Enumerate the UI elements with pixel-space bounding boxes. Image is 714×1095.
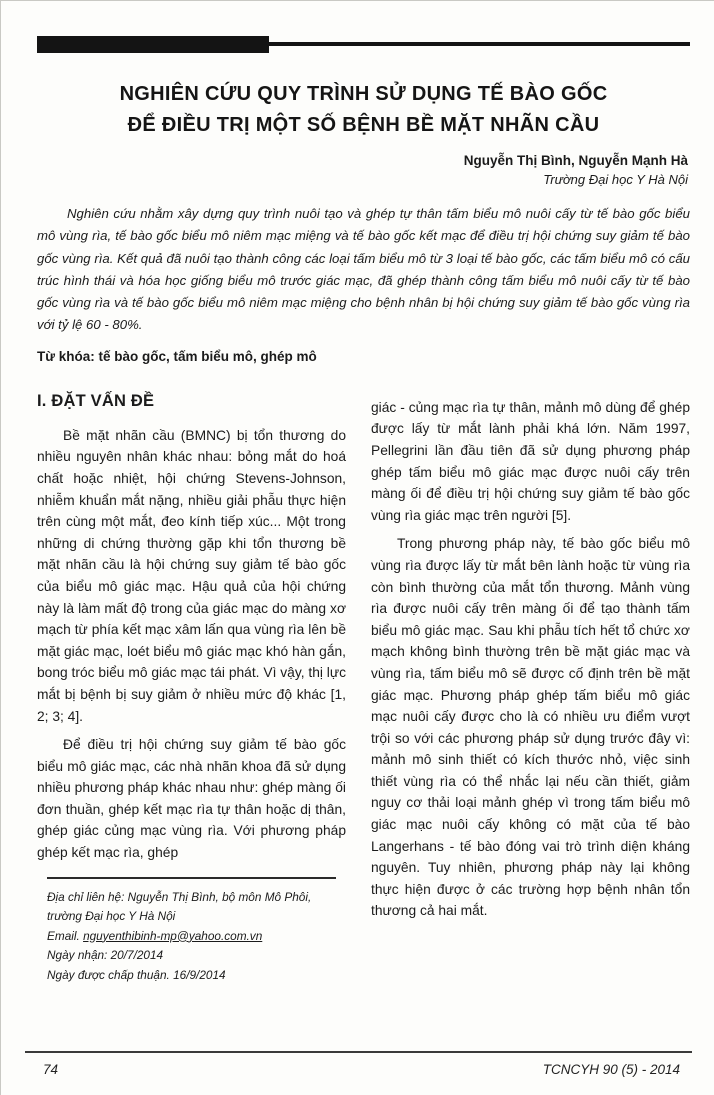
footnote-received-date: Ngày nhận: 20/7/2014 <box>47 948 164 963</box>
footnote-accepted-date: Ngày được chấp thuận. 16/9/2014 <box>47 967 226 982</box>
two-column-body <box>37 392 690 985</box>
footer-rule <box>25 1051 692 1053</box>
content-area <box>37 35 690 985</box>
body-paragraph: Trong phương pháp này, tế bào gốc biểu mô vùng rìa được lấy từ mắt bên lành hoặc từ vùng rìa còn bình thường của mắt tổn thương. Mảnh vùng rìa được nuôi cấy trên màng ối để tạo thành tấm biểu mô giác mạc. Sau khi phẫu tích hết tổ chức xơ mạch không bình thường trên bề mặt giác mạc và vùng rìa, tấm biểu mô sẽ được cố định trên bề mặt giác mạc. Phương pháp ghép tấm biểu mô giác mạc nuôi cấy được cho là có nhiều ưu điểm vượt trội so với các phương pháp sử dụng trước đây vì: mảnh mô sinh thiết có kích thước nhỏ, việc sinh thiết vùng rìa có thể nhắc lại nếu cần thiết, giảm nguy cơ thải loại mảnh ghép vì trong tấm biểu mô giác mạc nuôi cấy không có mặt của tế bào Langerhans - tế bào đóng vai trò trình diện kháng nguyên. Tuy nhiên, phương pháp này lại không thực hiện được ở các trường hợp bệnh nhân tổn thương cả hai mắt. <box>371 536 690 919</box>
footnote-divider <box>47 877 336 879</box>
page-footer <box>25 1051 692 1077</box>
journal-reference: TCNCYH 90 (5) - 2014 <box>542 1062 680 1077</box>
abstract-text: Nghiên cứu nhằm xây dựng quy trình nuôi tạo và ghép tự thân tấm biểu mô nuôi cấy từ tế bào gốc biểu mô vùng rìa, tế bào gốc biểu mô niêm mạc miệng và tế bào gốc kết mạc để điều trị hội chứng suy giảm tế bào gốc vùng rìa. Kết quả đã nuôi tạo thành công các loại tấm biểu mô từ 3 loại tế bào gốc, các tấm biểu mô có cấu trúc hình thái và hóa học giống biểu mô trước giác mạc, đã ghép thành công tấm biểu mô nuôi cấy từ tế bào gốc vùng rìa và tế bào gốc biểu mô niêm mạc miệng cho bệnh nhân bị hội chứng suy giảm tế bào gốc vùng rìa với tỷ lệ 60 - 80%. <box>37 206 690 333</box>
affiliation: Trường Đại học Y Hà Nội <box>543 172 688 187</box>
authors: Nguyễn Thị Bình, Nguyễn Mạnh Hà <box>463 153 688 168</box>
keywords-line: Từ khóa: tế bào gốc, tấm biểu mô, ghép mô <box>37 348 317 364</box>
body-paragraph: Để điều trị hội chứng suy giảm tế bào gốc biểu mô giác mạc, các nhà nhãn khoa đã sử dụng nhiều phương pháp khác nhau như: ghép màng ối đơn thuần, ghép kết mạc rìa tự thân hoặc dị thân, ghép giác củng mạc vùng rìa. Với phương pháp ghép kết mạc rìa, ghép <box>37 737 346 861</box>
email-address: nguyenthibinh-mp@yahoo.com.vn <box>83 928 263 943</box>
email-label: Email. <box>47 928 80 943</box>
section-heading-dat-van-de: I. ĐẶT VẤN ĐỀ <box>37 391 155 410</box>
paper-title-line-1: NGHIÊN CỨU QUY TRÌNH SỬ DỤNG TẾ BÀO GỐC <box>119 83 608 105</box>
page-number: 74 <box>43 1062 59 1077</box>
header-bar <box>37 35 690 53</box>
header-bar-thick-segment <box>37 36 269 53</box>
footnote-email-line <box>47 927 346 947</box>
paper-title <box>37 79 690 141</box>
body-paragraph: giác - củng mạc rìa tự thân, mảnh mô dùng để ghép được lấy từ mắt lành phải khá lớn. Năm 1997, Pellegrini lần đầu tiên đã sử dụng phương pháp ghép tấm biểu mô giác mạc được nuôi cấy trên màng ối để điều trị hội chứng suy giảm tế bào gốc vùng rìa giác mạc trên người [5]. <box>371 399 690 523</box>
footnote-contact: Địa chỉ liên hệ: Nguyễn Thị Bình, bộ môn Mô Phôi, trường Đại học Y Hà Nội <box>47 889 312 924</box>
left-column <box>37 392 346 985</box>
body-paragraph: Bề mặt nhãn cầu (BMNC) bị tổn thương do nhiều nguyên nhân khác nhau: bỏng mắt do hoá chất hoặc nhiệt, hội chứng Stevens-Johnson, nhiễm khuẩn mắt nặng, nhiều giải phẫu thực hiện trên cùng một mắt, đeo kính tiếp xúc... Một trong những di chứng thường gặp khi tổn thương bề mặt nhãn cầu là hội chứng suy giảm tế bào gốc của biểu mô giác mạc. Hậu quả của hội chứng này là làm mất độ trong của giác mạc do màng xơ mạch từ phía kết mạc xâm lấn qua vùng rìa lên bề mặt giác mạc, loét biểu mô giác mạc khó hàn gắn, bong tróc biểu mô giác mạc tái phát. Vì vậy, thị lực mắt bị bệnh bị suy giảm ở nhiều mức độ khác [1, 2; 3; 4]. <box>37 427 346 724</box>
footnote-block <box>37 888 346 986</box>
right-column <box>371 392 690 985</box>
paper-title-line-2: ĐỂ ĐIỀU TRỊ MỘT SỐ BỆNH BỀ MẶT NHÃN CẦU <box>127 114 600 136</box>
header-bar-thin-rule <box>269 42 690 46</box>
footer-row <box>25 1062 692 1077</box>
